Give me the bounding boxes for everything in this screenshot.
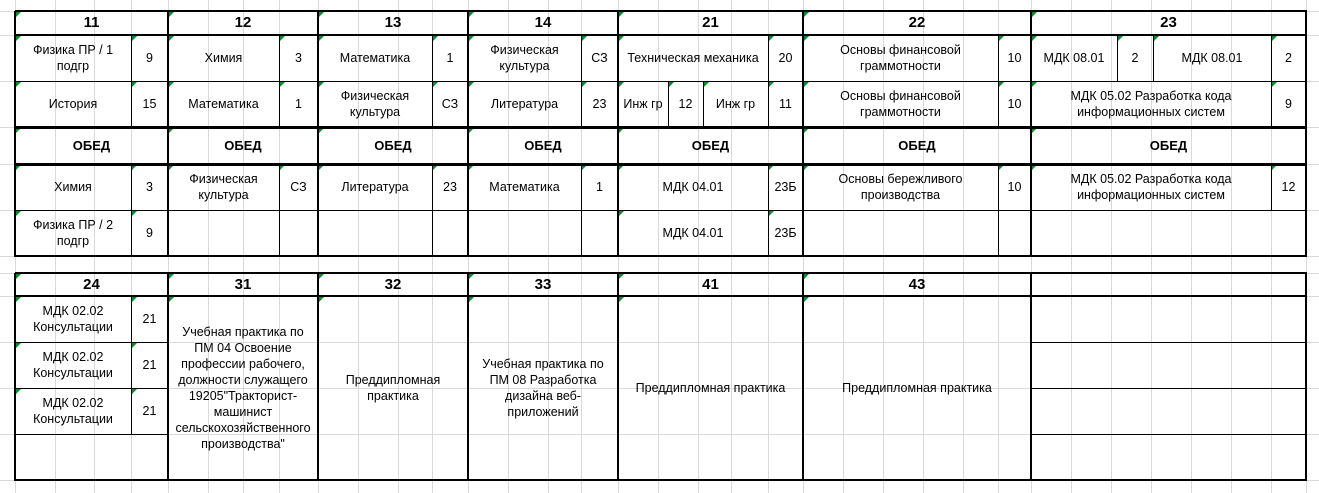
practice-cell-32[interactable]: Преддипломная практика [345, 373, 441, 403]
table-border [668, 81, 669, 128]
table-border [467, 11, 469, 257]
room-cell[interactable]: 9 [1285, 97, 1292, 111]
subject-cell[interactable]: Основы финансовой граммотности [840, 89, 961, 119]
group-header-32[interactable]: 32 [384, 275, 402, 293]
lunch-cell-12[interactable]: ОБЕД [224, 137, 262, 153]
room-cell[interactable]: 23Б [774, 226, 797, 240]
group-header-33[interactable]: 33 [534, 275, 552, 293]
subject-cell[interactable]: Литература [490, 97, 559, 111]
table-border [317, 273, 319, 481]
table-border [768, 35, 769, 82]
room-cell[interactable]: 2 [1285, 51, 1292, 65]
room-cell[interactable]: 10 [1007, 97, 1022, 111]
subject-cell[interactable]: Математика [339, 51, 411, 65]
table-border [15, 272, 1307, 274]
subject-cell[interactable]: Физическая культура [490, 43, 559, 73]
room-cell[interactable]: 1 [295, 97, 302, 111]
subject-cell[interactable]: Физическая культура [189, 172, 258, 202]
table-border [279, 35, 280, 128]
table-border [617, 11, 619, 257]
room-cell[interactable]: 20 [778, 51, 793, 65]
room-cell[interactable]: 3 [295, 51, 302, 65]
group-header-13[interactable]: 13 [384, 14, 402, 31]
table-border [768, 164, 769, 257]
table-border [1271, 164, 1272, 211]
table-border [802, 273, 804, 481]
room-cell[interactable]: 10 [1007, 51, 1022, 65]
table-border [1117, 35, 1118, 82]
table-border [1305, 11, 1307, 257]
table-border [15, 81, 1307, 82]
subject-cell[interactable]: Физическая культура [340, 89, 410, 119]
table-border [802, 11, 804, 257]
table-border [1153, 35, 1154, 82]
table-border [617, 273, 619, 481]
lunch-cell-13[interactable]: ОБЕД [374, 137, 412, 153]
room-cell[interactable]: 12 [678, 97, 693, 111]
table-border [1271, 81, 1272, 128]
table-border [15, 210, 1307, 211]
table-border [131, 35, 132, 128]
table-border [581, 164, 582, 257]
table-border [15, 342, 169, 343]
table-border [131, 296, 132, 435]
practice-cell-41[interactable]: Преддипломная практика [635, 381, 786, 395]
practice-cell-43[interactable]: Преддипломная практика [842, 381, 992, 395]
table-border [15, 34, 1307, 36]
group-header-22[interactable]: 22 [908, 14, 926, 31]
subject-cell[interactable]: Техническая механика [627, 51, 759, 65]
table-border [14, 273, 16, 481]
table-border [432, 35, 433, 128]
table-border [15, 388, 169, 389]
room-cell[interactable]: 9 [146, 51, 153, 65]
group-header-21[interactable]: 21 [702, 14, 719, 31]
table-border [15, 10, 1307, 12]
table-border [167, 273, 169, 481]
table-border [1305, 273, 1307, 481]
group-header-23[interactable]: 23 [1160, 14, 1177, 31]
room-cell[interactable]: 1 [596, 180, 603, 194]
table-border [1030, 11, 1032, 257]
subject-cell[interactable]: Физика ПР / 2 подгр [32, 218, 114, 248]
table-border [581, 35, 582, 128]
subject-cell[interactable]: МДК 05.02 Разработка кода информационных систем [1070, 172, 1232, 202]
group-header-41[interactable]: 41 [702, 275, 719, 293]
room-cell[interactable]: 23Б [774, 180, 797, 194]
room-cell[interactable]: 23 [592, 97, 607, 111]
subject-cell[interactable]: МДК 08.01 [1181, 51, 1243, 65]
table-border [998, 35, 999, 128]
subject-cell[interactable]: МДК 04.01 [662, 226, 724, 240]
subject-cell[interactable]: Химия [54, 180, 92, 194]
room-cell[interactable]: 3 [146, 180, 153, 194]
table-border [317, 11, 319, 257]
subject-cell[interactable]: МДК 02.02 Консультации [33, 396, 113, 426]
room-cell[interactable]: 1 [446, 51, 454, 65]
table-border [279, 164, 280, 257]
room-cell[interactable]: 2 [1131, 51, 1139, 65]
empty-cell[interactable] [1031, 273, 1306, 296]
table-border [1031, 434, 1307, 435]
lunch-cell-11[interactable]: ОБЕД [72, 137, 111, 153]
room-cell[interactable]: СЗ [591, 51, 608, 65]
table-border [14, 11, 16, 257]
subject-cell[interactable]: МДК 02.02 Консультации [33, 350, 113, 380]
room-cell[interactable]: СЗ [441, 97, 459, 111]
subject-cell[interactable]: Математика [188, 97, 259, 111]
subject-cell[interactable]: МДК 05.02 Разработка кода информационных систем [1070, 89, 1232, 119]
table-border [768, 81, 769, 128]
table-border [15, 255, 1307, 257]
table-border [167, 11, 169, 257]
table-border [131, 164, 132, 257]
group-header-43[interactable]: 43 [908, 275, 926, 293]
table-border [15, 126, 1307, 129]
table-border [467, 273, 469, 481]
practice-cell-31[interactable]: Учебная практика по ПМ 04 Освоение профессии рабочего, должности служащего 19205"Тракторист- машинист сельскохозяйственного производства" [175, 325, 311, 451]
subject-cell[interactable]: Физика ПР / 1 подгр [32, 43, 114, 73]
subject-cell[interactable]: Математика [489, 180, 560, 194]
group-header-11[interactable]: 11 [83, 14, 100, 31]
group-header-24[interactable]: 24 [83, 275, 100, 293]
subject-cell[interactable]: Инж гр [623, 97, 663, 111]
table-border [15, 479, 1307, 481]
subject-cell[interactable]: Инж гр [715, 97, 756, 111]
subject-cell[interactable]: Литература [341, 180, 409, 194]
subject-cell[interactable]: МДК 04.01 [662, 180, 724, 194]
table-border [15, 434, 169, 435]
lunch-cell-22[interactable]: ОБЕД [898, 137, 936, 153]
subject-cell[interactable]: Основы бережливого производства [838, 172, 963, 202]
subject-cell[interactable]: Основы финансовой граммотности [840, 43, 961, 73]
subject-cell[interactable]: История [48, 97, 98, 111]
table-border [1030, 273, 1032, 481]
group-header-14[interactable]: 14 [534, 14, 552, 31]
room-cell[interactable]: 12 [1281, 180, 1296, 194]
table-border [1271, 35, 1272, 82]
practice-cell-33[interactable]: Учебная практика по ПМ 08 Разработка дизайна веб- приложений [482, 357, 604, 419]
group-header-12[interactable]: 12 [234, 14, 252, 31]
subject-cell[interactable]: Химия [204, 51, 243, 65]
room-cell[interactable]: 21 [142, 358, 157, 372]
table-border [1031, 388, 1307, 389]
room-cell[interactable]: 10 [1007, 180, 1022, 194]
table-border [432, 164, 433, 257]
room-cell[interactable]: 21 [142, 312, 157, 326]
lunch-cell-14[interactable]: ОБЕД [524, 137, 562, 153]
room-cell[interactable]: 11 [779, 97, 792, 111]
table-border [998, 164, 999, 257]
subject-cell[interactable]: МДК 02.02 Консультации [33, 304, 113, 334]
room-cell[interactable]: 15 [142, 97, 157, 111]
room-cell[interactable]: 23 [443, 180, 457, 194]
table-border [703, 81, 704, 128]
lunch-cell-23[interactable]: ОБЕД [1149, 137, 1188, 153]
table-border [15, 163, 1307, 166]
room-cell[interactable]: СЗ [290, 180, 307, 194]
table-border [15, 295, 1307, 297]
room-cell[interactable]: 9 [146, 226, 153, 240]
lunch-cell-21[interactable]: ОБЕД [691, 137, 730, 153]
room-cell[interactable]: 21 [142, 404, 157, 418]
group-header-31[interactable]: 31 [234, 275, 252, 293]
subject-cell[interactable]: МДК 08.01 [1043, 51, 1105, 65]
table-border [1031, 342, 1307, 343]
